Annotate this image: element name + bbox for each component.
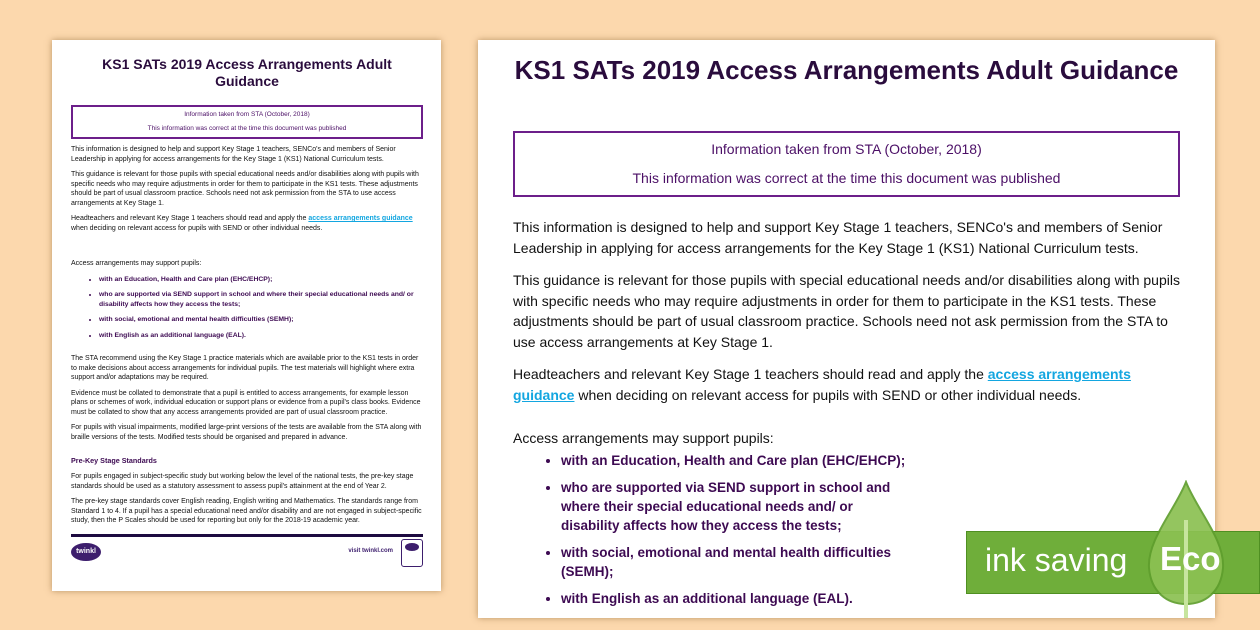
document-title: KS1 SATs 2019 Access Arrangements Adult Guidance <box>102 56 392 89</box>
remaining-content <box>71 354 423 575</box>
list-item: • with social, emotional and mental health difficulties (SEMH); <box>561 543 911 581</box>
info-source: Information taken from STA (October, 2018) <box>184 111 310 118</box>
headteachers-paragraph: Headteachers and relevant Key Stage 1 teachers should read and apply the access arrangements guidance when deciding on relevant access for pupils with SEND or other individual needs. <box>513 366 1131 403</box>
intro-paragraph: This information is designed to help and support Key Stage 1 teachers, SENCo's and members of Senior Leadership in applying for access arrangements for the Key Stage 1 (KS1) National Curriculum tests. <box>71 146 396 163</box>
standards-paragraph: The pre-key stage standards cover English reading, English writing and Mathematics. The standards range from Standard 1 to 4. If a pupil has a special educational need and/or disability and are not engaged in subject-specific study, then the P Scales should be used for reporting but only for the 2018-19 academic year. <box>71 498 422 524</box>
guidance-paragraph: This guidance is relevant for those pupils with special educational needs and/or disabilities along with pupils with specific needs who may require adjustments in order for them to participate in the KS1 tests. These adjustments should be part of usual classroom practice. Schools need not ask permission from the STA to use access arrangements at Key Stage 1. <box>513 272 1180 350</box>
sta-paragraph: The STA recommend using the Key Stage 1 practice materials which are available prior to the KS1 tests in order to make decisions about access arrangements for individual pupils. The test materials will highlight where extra support and/or adaptations may be required. <box>71 355 419 381</box>
pre-key-paragraph: For pupils engaged in subject-specific study but working below the level of the national tests, the pre-key stage standards should be used as a statutory assessment to assess pupil's attainment at the end of Year 2. <box>71 473 414 490</box>
evidence-paragraph: Evidence must be collated to demonstrate that a pupil is entitled to access arrangements, for example lesson plans or schemes of work, individual education or support plans or evidence from a pupil's class books. Evidence must be collated to show that any access arrangements provided are part of usual classroom practice. <box>71 389 421 416</box>
list-item: • with an Education, Health and Care plan (EHC/EHCP); <box>561 451 911 470</box>
info-source: Information taken from STA (October, 2018) <box>711 141 982 157</box>
list-item: • who are supported via SEND support in school and where their special educational needs and/ or disability affects how they access the tests; <box>99 290 423 309</box>
list-item: • with an Education, Health and Care plan (EHC/EHCP); <box>99 275 423 285</box>
document-preview-small <box>52 40 441 591</box>
guidance-paragraph: This guidance is relevant for those pupils with special educational needs and/or disabilities along with pupils with specific needs who may require adjustments in order for them to participate in the KS1 tests. These adjustments should be part of usual classroom practice. Schools need not ask permission from the STA to use access arrangements at Key Stage 1. <box>71 171 419 207</box>
visual-impairment-paragraph: For pupils with visual impairments, modified large-print versions of the tests are available from the STA along with braille versions of the tests. Modified tests should be organised and prepared in advance. <box>71 424 422 441</box>
list-intro: Access arrangements may support pupils: <box>513 430 774 446</box>
info-note: This information was correct at the time this document was published <box>147 125 347 132</box>
access-arrangements-link[interactable]: access arrangements guidance <box>308 215 413 222</box>
info-box <box>71 105 423 139</box>
intro-paragraph: This information is designed to help and support Key Stage 1 teachers, SENCo's and members of Senior Leadership in applying for access arrangements for the Key Stage 1 (KS1) National Curriculum tests. <box>513 219 1163 256</box>
list-intro: Access arrangements may support pupils: <box>71 260 202 267</box>
access-arrangements-link[interactable]: access arrangements guidance <box>513 366 1131 403</box>
list-item: • with social, emotional and mental health difficulties (SEMH); <box>99 315 423 325</box>
footer-link[interactable]: visit twinkl.com <box>348 547 393 554</box>
quality-badge-icon <box>401 539 423 567</box>
ink-saving-label: ink saving <box>985 542 1128 578</box>
page-footer <box>71 534 423 575</box>
eco-badge: Eco <box>1160 540 1221 577</box>
list-item: • with English as an additional language (EAL). <box>99 331 423 341</box>
section-heading: Pre-Key Stage Standards <box>71 456 157 465</box>
list-item: • with English as an additional language (EAL). <box>561 589 911 608</box>
support-list <box>71 275 423 341</box>
support-list <box>513 451 911 608</box>
document-title: KS1 SATs 2019 Access Arrangements Adult Guidance <box>514 55 1179 85</box>
twinkl-logo: twinkl <box>71 543 101 561</box>
list-item: • who are supported via SEND support in school and where their special educational needs and/ or disability affects how they access the tests; <box>561 478 911 535</box>
headteachers-paragraph: Headteachers and relevant Key Stage 1 teachers should read and apply the access arrangements guidance when deciding on relevant access for pupils with SEND or other individual needs. <box>71 215 413 232</box>
info-note: This information was correct at the time this document was published <box>632 170 1061 186</box>
info-box <box>513 131 1180 197</box>
